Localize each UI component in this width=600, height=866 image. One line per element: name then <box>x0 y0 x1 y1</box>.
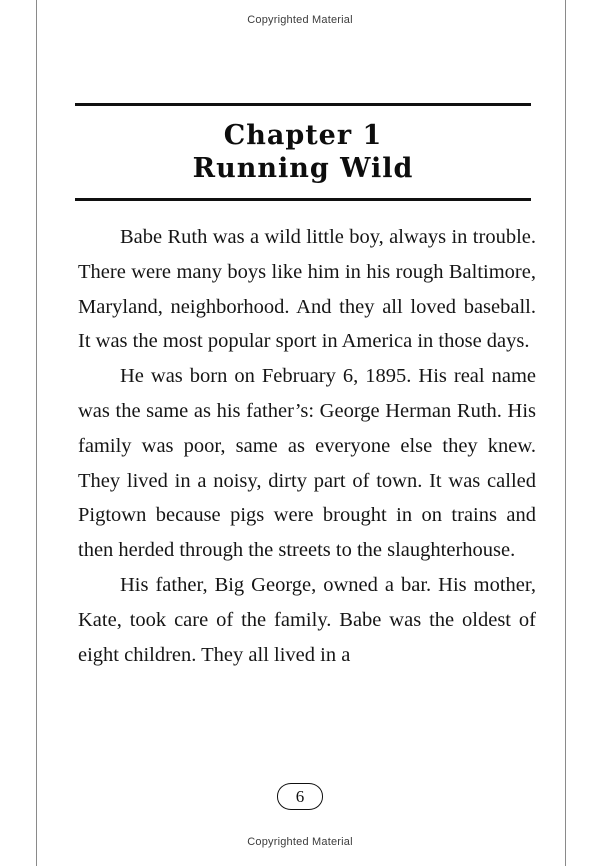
page-edge-right <box>565 0 566 866</box>
page-number-container <box>0 783 600 810</box>
paragraph: His father, Big George, owned a bar. His mother, Kate, took care of the family. Babe was the oldest of eight children. They all lived in a <box>78 573 536 666</box>
page-number: 6 <box>277 783 323 810</box>
chapter-number-title: Chapter 1 <box>223 120 383 151</box>
chapter-rule-bottom <box>75 198 531 201</box>
chapter-heading-block <box>75 103 531 201</box>
page-edge-left <box>36 0 37 866</box>
chapter-name-title: Running Wild <box>192 153 414 184</box>
chapter-titles <box>75 106 531 198</box>
paragraph: Babe Ruth was a wild little boy, always in trouble. There were many boys like him in his rough Baltimore, Maryland, neighborhood. And they all loved baseball. It was the most popular sport in America in those days. <box>78 226 536 353</box>
copyright-notice-bottom: Copyrighted Material <box>247 836 353 848</box>
body-text <box>78 220 536 672</box>
copyright-notice-top: Copyrighted Material <box>247 14 353 26</box>
paragraph: He was born on February 6, 1895. His real name was the same as his father’s: George Herman Ruth. His family was poor, same as everyone else they knew. They lived in a noisy, dirty part of town. It was called Pigtown because pigs were brought in on trains and then herded through the streets to the slaughterhouse. <box>78 365 536 562</box>
